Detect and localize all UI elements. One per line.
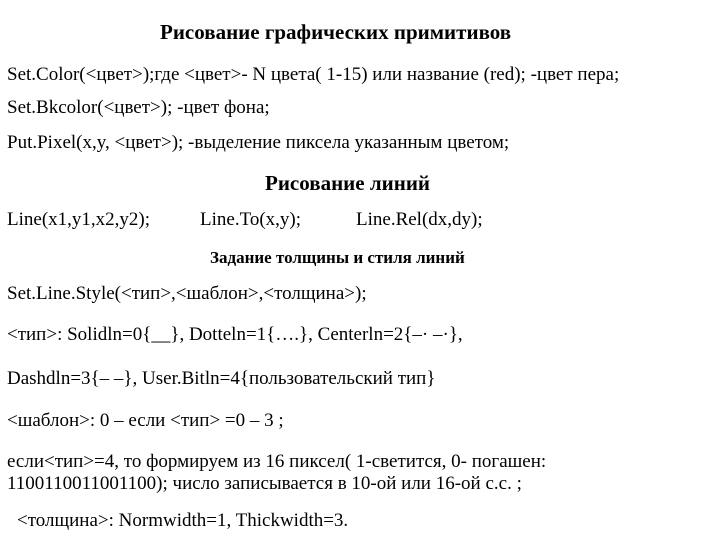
- heading-graphics-primitives: Рисование графических примитивов: [160, 20, 512, 44]
- heading-drawing-lines: Рисование линий: [265, 171, 431, 195]
- setlinestyle-line: Set.Line.Style(<тип>,<шаблон>,<толщина>);: [7, 283, 367, 304]
- lineto-function: Line.To(x,y);: [200, 209, 302, 230]
- line-types-row-2: Dashdln=3{– –}, User.Bitln=4{пользовательский тип}: [7, 368, 436, 389]
- pattern-line-2: 1100110011001100); число записывается в 10-ой или 16-ой с.с. ;: [7, 473, 522, 494]
- heading-line-thickness-style: Задание толщины и стиля линий: [210, 248, 465, 267]
- linerel-function: Line.Rel(dx,dy);: [356, 209, 483, 230]
- setcolor-line: Set.Color(<цвет>);где <цвет>- N цвета( 1-15) или название (red); -цвет пера;: [7, 64, 620, 85]
- pattern-line-1: если<тип>=4, то формируем из 16 пиксел( 1-светится, 0- погашен:: [7, 451, 547, 472]
- setbkcolor-line: Set.Bkcolor(<цвет>); -цвет фона;: [7, 97, 270, 118]
- line-function: Line(x1,y1,x2,y2);: [7, 209, 151, 230]
- putpixel-line: Put.Pixel(x,y, <цвет>); -выделение пиксела указанным цветом;: [7, 132, 510, 153]
- thickness-line: <толщина>: Normwidth=1, Thickwidth=3.: [17, 510, 349, 531]
- line-types-row-1: <тип>: Solidln=0{__}, Dotteln=1{….}, Centerln=2{–· –·},: [7, 324, 463, 345]
- template-line: <шаблон>: 0 – если <тип> =0 – 3 ;: [7, 410, 284, 431]
